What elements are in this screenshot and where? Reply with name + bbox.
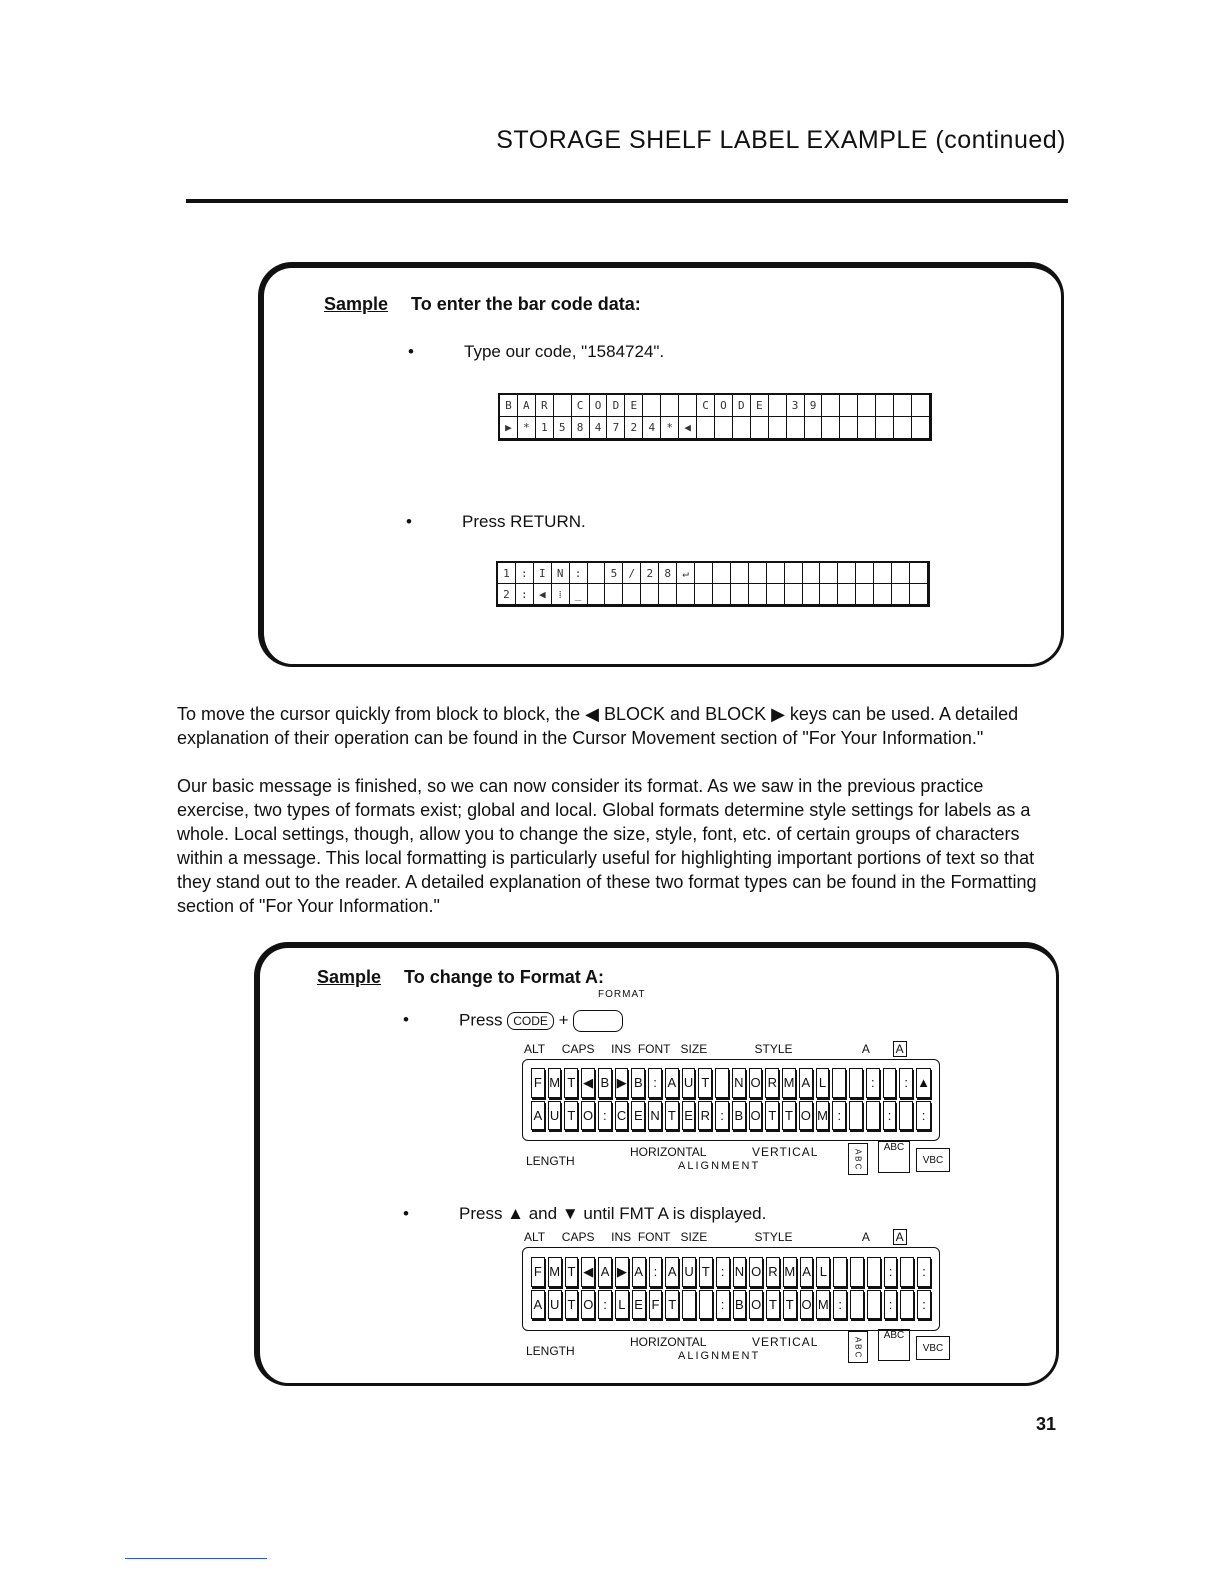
display-cell bbox=[643, 395, 661, 417]
display-cell bbox=[682, 1290, 696, 1320]
display-cell: D bbox=[607, 395, 625, 417]
display-cell: E bbox=[751, 395, 769, 417]
indicator-style: STYLE bbox=[754, 1042, 793, 1056]
display-cell: A bbox=[665, 1257, 679, 1287]
display-cell: U bbox=[548, 1101, 562, 1131]
display-cell: 3 bbox=[787, 395, 805, 417]
display-cell bbox=[900, 1290, 914, 1320]
display-cell: ↵ bbox=[677, 563, 695, 584]
display-cell: O bbox=[800, 1290, 814, 1320]
display-cell bbox=[767, 563, 785, 584]
display-cell bbox=[749, 584, 767, 605]
display-cell: : bbox=[715, 1101, 729, 1131]
step-text: Press ▲ and ▼ until FMT A is displayed. bbox=[459, 1204, 767, 1223]
display-cell bbox=[623, 584, 641, 605]
display-cell bbox=[858, 417, 876, 439]
indicator-alt: ALT bbox=[524, 1230, 546, 1244]
display-cell bbox=[803, 563, 821, 584]
display-cell: B bbox=[500, 395, 518, 417]
display-cell: : bbox=[649, 1257, 663, 1287]
display-cell bbox=[849, 1068, 863, 1098]
bullet: • bbox=[403, 1010, 409, 1029]
display-cell: T bbox=[783, 1290, 797, 1320]
display-cell: 2 bbox=[498, 584, 516, 605]
display-cell bbox=[695, 563, 713, 584]
display-cell: T bbox=[766, 1290, 780, 1320]
display-cell bbox=[867, 1257, 881, 1287]
display-cell: M bbox=[816, 1290, 830, 1320]
display-cell bbox=[912, 417, 930, 439]
display-cell: _ bbox=[570, 584, 588, 605]
abc-align-icon bbox=[878, 1329, 910, 1361]
display-cell: M bbox=[816, 1101, 830, 1131]
panel-indicators-top-2 bbox=[524, 1230, 907, 1244]
display-cell: : bbox=[916, 1101, 931, 1131]
display-cell: : bbox=[833, 1290, 847, 1320]
display-cell: T bbox=[765, 1101, 779, 1131]
display-cell bbox=[805, 417, 823, 439]
bullet: • bbox=[406, 512, 412, 531]
display-cell: B bbox=[732, 1101, 746, 1131]
display-cell: : bbox=[899, 1068, 913, 1098]
display-cell: C bbox=[572, 395, 590, 417]
display-cell bbox=[833, 1257, 847, 1287]
display-cell bbox=[838, 563, 856, 584]
vertical-abc-icon bbox=[848, 1143, 868, 1175]
display-cell bbox=[769, 395, 787, 417]
display-cell bbox=[910, 584, 928, 605]
display-cell bbox=[866, 1101, 880, 1131]
step-type-code bbox=[408, 342, 665, 362]
title-rule bbox=[186, 199, 1068, 203]
indicator-size: SIZE bbox=[680, 1230, 708, 1244]
display-cell: R bbox=[765, 1068, 779, 1098]
lcd-display-barcode bbox=[498, 393, 932, 441]
sample-box-barcode bbox=[258, 262, 1064, 667]
display-cell: : bbox=[917, 1290, 931, 1320]
display-cell: N bbox=[552, 563, 570, 584]
vbc-text: VBC bbox=[922, 1154, 944, 1166]
display-cell bbox=[713, 584, 731, 605]
display-cell: 8 bbox=[659, 563, 677, 584]
display-cell bbox=[697, 417, 715, 439]
abc-text: ABC bbox=[883, 1142, 905, 1153]
sample-heading bbox=[317, 967, 604, 988]
display-cell bbox=[892, 563, 910, 584]
indicator-length: LENGTH bbox=[526, 1344, 575, 1358]
paragraph-block-cursor bbox=[177, 702, 1059, 750]
display-cell: ◀ bbox=[534, 584, 552, 605]
display-cell: N bbox=[733, 1257, 747, 1287]
display-cell: : bbox=[917, 1257, 931, 1287]
display-cell: 1 bbox=[536, 417, 554, 439]
indicator-ins: INS bbox=[611, 1230, 632, 1244]
display-cell: L bbox=[816, 1257, 830, 1287]
page-title bbox=[496, 126, 1066, 155]
display-cell bbox=[731, 584, 749, 605]
display-cell bbox=[894, 417, 912, 439]
display-grid bbox=[531, 1068, 931, 1130]
vbc-text: VBC bbox=[922, 1342, 944, 1354]
display-cell bbox=[679, 395, 697, 417]
display-cell: C bbox=[697, 395, 715, 417]
display-cell: : bbox=[516, 563, 534, 584]
display-cell: ▶ bbox=[615, 1257, 629, 1287]
indicator-style: STYLE bbox=[754, 1230, 793, 1244]
display-cell bbox=[858, 395, 876, 417]
display-cell: 1 bbox=[498, 563, 516, 584]
display-cell bbox=[715, 1068, 729, 1098]
display-cell bbox=[588, 563, 606, 584]
display-cell: : bbox=[598, 1290, 612, 1320]
step-press-code-format bbox=[403, 1010, 623, 1032]
display-cell: T bbox=[698, 1068, 712, 1098]
display-cell: T bbox=[699, 1257, 713, 1287]
display-cell: R bbox=[766, 1257, 780, 1287]
display-cell: M bbox=[548, 1068, 562, 1098]
display-cell: A bbox=[665, 1068, 679, 1098]
display-cell: A bbox=[518, 395, 536, 417]
indicator-vertical: VERTICAL bbox=[752, 1145, 819, 1159]
display-cell bbox=[751, 417, 769, 439]
lcd-display-return bbox=[496, 561, 930, 607]
display-cell: T bbox=[665, 1290, 679, 1320]
display-cell bbox=[769, 417, 787, 439]
display-cell: ▶ bbox=[500, 417, 518, 439]
abc-text: ABC bbox=[883, 1330, 905, 1341]
display-cell: 5 bbox=[554, 417, 572, 439]
display-cell: B bbox=[598, 1068, 612, 1098]
display-cell: O bbox=[799, 1101, 813, 1131]
display-cell: * bbox=[661, 417, 679, 439]
display-cell bbox=[677, 584, 695, 605]
display-cell bbox=[850, 1257, 864, 1287]
indicator-vertical: VERTICAL bbox=[752, 1335, 819, 1349]
display-cell: : bbox=[716, 1290, 730, 1320]
display-cell: A bbox=[598, 1257, 612, 1287]
display-grid bbox=[531, 1257, 931, 1319]
display-cell: A bbox=[799, 1068, 813, 1098]
display-cell: : bbox=[570, 563, 588, 584]
display-cell: T bbox=[665, 1101, 679, 1131]
format-key-caption: FORMAT bbox=[598, 989, 646, 1000]
display-cell: O bbox=[715, 395, 733, 417]
display-cell bbox=[900, 1257, 914, 1287]
display-cell: R bbox=[698, 1101, 712, 1131]
display-cell: : bbox=[516, 584, 534, 605]
indicator-a-box: A bbox=[893, 1041, 907, 1057]
display-cell: E bbox=[682, 1101, 696, 1131]
display-cell: E bbox=[632, 1290, 646, 1320]
display-cell bbox=[713, 563, 731, 584]
display-cell: : bbox=[648, 1068, 662, 1098]
display-cell: M bbox=[783, 1257, 797, 1287]
display-cell bbox=[659, 584, 677, 605]
display-cell: ◀ bbox=[679, 417, 697, 439]
sample-label: Sample bbox=[324, 294, 389, 314]
display-cell: N bbox=[648, 1101, 662, 1131]
display-cell bbox=[731, 563, 749, 584]
display-cell bbox=[856, 563, 874, 584]
display-cell: O bbox=[749, 1068, 763, 1098]
indicator-font: FONT bbox=[637, 1230, 671, 1244]
display-cell: T bbox=[565, 1290, 579, 1320]
display-cell bbox=[785, 563, 803, 584]
indicator-a: A bbox=[861, 1230, 870, 1244]
display-cell bbox=[910, 563, 928, 584]
vbc-align-icon bbox=[916, 1336, 950, 1360]
vertical-abc-text: A B C bbox=[853, 1336, 863, 1358]
display-cell: E bbox=[631, 1101, 645, 1131]
display-cell: : bbox=[884, 1257, 898, 1287]
indicator-a-box: A bbox=[893, 1229, 907, 1245]
display-cell: A bbox=[531, 1101, 545, 1131]
display-cell: : bbox=[884, 1290, 898, 1320]
sample-box-format bbox=[254, 942, 1059, 1386]
display-cell: B bbox=[631, 1068, 645, 1098]
display-cell: D bbox=[733, 395, 751, 417]
display-cell bbox=[883, 1068, 897, 1098]
panel-indicators-top bbox=[524, 1042, 907, 1056]
display-cell: C bbox=[615, 1101, 629, 1131]
display-cell: 9 bbox=[805, 395, 823, 417]
display-cell bbox=[605, 584, 623, 605]
display-cell: E bbox=[625, 395, 643, 417]
display-cell bbox=[874, 584, 892, 605]
display-cell: 7 bbox=[607, 417, 625, 439]
display-cell bbox=[822, 417, 840, 439]
sample-heading-text: To change to Format A: bbox=[404, 967, 605, 987]
display-cell bbox=[840, 395, 858, 417]
display-cell: ◀ bbox=[581, 1068, 595, 1098]
display-cell: F bbox=[531, 1257, 545, 1287]
display-cell: : bbox=[832, 1101, 846, 1131]
paragraph-format bbox=[177, 774, 1059, 918]
indicator-horizontal: HORIZONTAL bbox=[630, 1145, 707, 1159]
display-cell: U bbox=[682, 1257, 696, 1287]
display-cell bbox=[876, 417, 894, 439]
display-cell: N bbox=[732, 1068, 746, 1098]
display-cell: 2 bbox=[641, 563, 659, 584]
display-cell: T bbox=[782, 1101, 796, 1131]
display-cell: F bbox=[531, 1068, 545, 1098]
display-cell bbox=[715, 417, 733, 439]
display-cell: O bbox=[749, 1290, 763, 1320]
display-cell bbox=[695, 584, 713, 605]
display-cell bbox=[840, 417, 858, 439]
display-cell bbox=[820, 563, 838, 584]
code-key-icon: CODE bbox=[507, 1012, 554, 1030]
step-text: Type our code, "1584724". bbox=[464, 342, 665, 361]
display-cell: L bbox=[615, 1290, 629, 1320]
display-cell: T bbox=[565, 1257, 579, 1287]
vbc-align-icon bbox=[916, 1148, 950, 1172]
display-cell: F bbox=[649, 1290, 663, 1320]
indicator-ins: INS bbox=[611, 1042, 632, 1056]
bullet: • bbox=[408, 342, 414, 361]
display-cell bbox=[588, 584, 606, 605]
indicator-size: SIZE bbox=[680, 1042, 708, 1056]
display-cell: 4 bbox=[643, 417, 661, 439]
display-cell: M bbox=[782, 1068, 796, 1098]
vertical-abc-text: A B C bbox=[853, 1148, 863, 1170]
paragraph-text: Our basic message is finished, so we can now consider its format. As we saw in the previous practice exercise, two types of formats exist; global and local. Global formats determine style settings for labels as a whole. Local settings, though, allow you to change the size, style, font, etc. of certain groups of characters within a message. This local formatting is particularly useful for highlighting important portions of text so that they stand out to the reader. A detailed explanation of these two format types can be found in the Formatting section of "For Your Information." bbox=[177, 776, 1037, 916]
display-cell: T bbox=[564, 1068, 578, 1098]
display-cell: O bbox=[749, 1257, 763, 1287]
display-cell bbox=[661, 395, 679, 417]
display-cell: O bbox=[590, 395, 608, 417]
vertical-abc-icon bbox=[848, 1331, 868, 1363]
indicator-alt: ALT bbox=[524, 1042, 546, 1056]
display-cell: 5 bbox=[605, 563, 623, 584]
paragraph-text: To move the cursor quickly from block to block, the ◀ BLOCK and BLOCK ▶ keys can be used. A detailed explanation of their operation can be found in the Cursor Movement section of "For Your Information." bbox=[177, 704, 1019, 748]
indicator-horizontal: HORIZONTAL bbox=[630, 1335, 707, 1349]
footer-rule bbox=[125, 1558, 267, 1559]
display-cell bbox=[822, 395, 840, 417]
page-number: 31 bbox=[1035, 1414, 1056, 1434]
display-panel-1 bbox=[522, 1059, 940, 1141]
indicator-font: FONT bbox=[637, 1042, 671, 1056]
display-cell bbox=[820, 584, 838, 605]
display-cell: O bbox=[749, 1101, 763, 1131]
format-key-icon bbox=[573, 1010, 623, 1032]
display-cell bbox=[912, 395, 930, 417]
display-cell: U bbox=[548, 1290, 562, 1320]
sample-label: Sample bbox=[317, 967, 382, 987]
display-cell: / bbox=[623, 563, 641, 584]
plus-sign: + bbox=[558, 1010, 569, 1030]
display-cell: O bbox=[581, 1290, 595, 1320]
display-cell bbox=[856, 584, 874, 605]
display-cell bbox=[899, 1101, 913, 1131]
display-cell bbox=[733, 417, 751, 439]
indicator-a: A bbox=[861, 1042, 870, 1056]
step-prefix: Press bbox=[459, 1010, 503, 1030]
display-cell bbox=[850, 1290, 864, 1320]
display-cell bbox=[803, 584, 821, 605]
page-title-main: STORAGE SHELF LABEL EXAMPLE bbox=[496, 126, 928, 154]
display-cell: * bbox=[518, 417, 536, 439]
indicator-alignment: ALIGNMENT bbox=[678, 1350, 761, 1362]
sample-heading bbox=[324, 294, 641, 315]
sample-heading-text: To enter the bar code data: bbox=[411, 294, 641, 314]
display-cell bbox=[749, 563, 767, 584]
display-cell bbox=[874, 563, 892, 584]
step-press-return bbox=[406, 512, 586, 532]
display-cell: : bbox=[883, 1101, 897, 1131]
display-cell: 2 bbox=[625, 417, 643, 439]
display-cell: ▶ bbox=[615, 1068, 629, 1098]
indicator-caps: CAPS bbox=[561, 1042, 595, 1056]
display-cell bbox=[876, 395, 894, 417]
display-cell bbox=[832, 1068, 846, 1098]
display-cell bbox=[892, 584, 910, 605]
display-cell: A bbox=[800, 1257, 814, 1287]
display-cell bbox=[838, 584, 856, 605]
display-cell bbox=[867, 1290, 881, 1320]
display-cell: T bbox=[564, 1101, 578, 1131]
display-cell: : bbox=[716, 1257, 730, 1287]
display-cell: B bbox=[733, 1290, 747, 1320]
display-cell bbox=[554, 395, 572, 417]
indicator-length: LENGTH bbox=[526, 1154, 575, 1168]
display-cell: A bbox=[632, 1257, 646, 1287]
display-cell: ⁞ bbox=[552, 584, 570, 605]
display-cell: R bbox=[536, 395, 554, 417]
display-cell bbox=[641, 584, 659, 605]
display-cell: 8 bbox=[572, 417, 590, 439]
display-cell bbox=[699, 1290, 713, 1320]
step-press-arrows bbox=[403, 1204, 767, 1224]
display-cell: I bbox=[534, 563, 552, 584]
display-cell: M bbox=[548, 1257, 562, 1287]
display-cell: : bbox=[866, 1068, 880, 1098]
page-title-suffix: (continued) bbox=[935, 126, 1066, 154]
display-cell: ▲ bbox=[916, 1068, 931, 1098]
bullet: • bbox=[403, 1204, 409, 1223]
display-cell bbox=[787, 417, 805, 439]
display-cell: : bbox=[598, 1101, 612, 1131]
display-cell bbox=[785, 584, 803, 605]
display-panel-2 bbox=[522, 1247, 940, 1331]
display-cell bbox=[849, 1101, 863, 1131]
abc-align-icon bbox=[878, 1141, 910, 1173]
step-text: Press RETURN. bbox=[462, 512, 586, 531]
display-cell: 4 bbox=[590, 417, 608, 439]
display-cell: ◀ bbox=[581, 1257, 595, 1287]
display-cell: L bbox=[816, 1068, 830, 1098]
indicator-caps: CAPS bbox=[561, 1230, 595, 1244]
indicator-alignment: ALIGNMENT bbox=[678, 1160, 761, 1172]
display-cell bbox=[894, 395, 912, 417]
display-cell: A bbox=[531, 1290, 545, 1320]
display-cell: O bbox=[581, 1101, 595, 1131]
display-cell bbox=[767, 584, 785, 605]
display-cell: U bbox=[682, 1068, 696, 1098]
